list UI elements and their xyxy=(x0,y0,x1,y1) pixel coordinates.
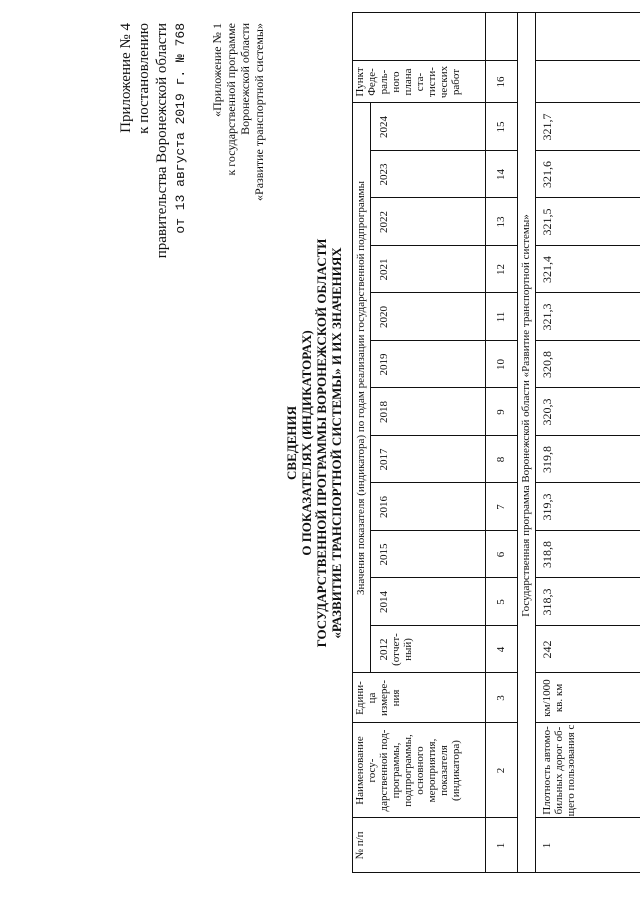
header-name-line: показателя xyxy=(438,745,450,796)
header-plan-line: ста- xyxy=(414,72,426,92)
row-value: 320,3 xyxy=(540,398,554,426)
col-number: 10 xyxy=(495,359,507,370)
col-number: 3 xyxy=(495,695,507,701)
header-name-line: дарственной под- xyxy=(378,729,390,812)
header-year: 2021 xyxy=(378,258,390,281)
header-name-line: подпрограммы, xyxy=(402,734,414,807)
note-line-3: Воронежской области xyxy=(238,23,252,135)
header-unit-line: измере- xyxy=(378,680,390,716)
col-number: 7 xyxy=(495,504,507,510)
header-num: № п/п xyxy=(354,831,366,860)
header-plan-line: Пункт xyxy=(354,67,366,97)
col-number: 16 xyxy=(495,76,507,88)
header-year: 2017 xyxy=(378,448,390,471)
header-year: 2018 xyxy=(378,401,390,423)
section-title: Государственная программа Воронежской области «Развитие транспортной системы» xyxy=(520,214,532,617)
col-number: 12 xyxy=(495,264,507,275)
row-name-line: щего пользования с xyxy=(565,724,577,817)
table-line xyxy=(535,60,640,61)
col-number: 1 xyxy=(495,842,507,849)
header-name-line: (индикатора) xyxy=(450,740,462,801)
row-value: 242 xyxy=(540,640,554,659)
row-unit xyxy=(541,673,565,723)
date-line: от 13 августа 2019 г. № 768 xyxy=(173,23,188,234)
table-line xyxy=(352,13,353,873)
title-line-3: ГОСУДАРСТВЕННОЙ ПРОГРАММЫ ВОРОНЕЖСКОЙ ОБЛАСТИ xyxy=(314,238,329,648)
col-number: 15 xyxy=(495,121,507,133)
header-year: 2023 xyxy=(378,163,390,186)
row-name-line: бильных дорог об- xyxy=(553,726,565,815)
title-line-1: СВЕДЕНИЯ xyxy=(284,406,299,480)
to-resolution: к постановлению xyxy=(136,23,152,134)
header-plan-line: Феде- xyxy=(366,68,378,96)
header-year-2012: 2012 (отчет-ный) xyxy=(378,633,414,666)
header-year: 2016 xyxy=(378,496,390,518)
row-value: 320,8 xyxy=(540,351,554,378)
row-num: 1 xyxy=(541,842,553,849)
row-value: 321,4 xyxy=(540,256,554,283)
appendix-title: Приложение № 4 xyxy=(118,23,134,133)
row-value: 318,3 xyxy=(540,588,554,616)
government-name: правительства Воронежской области xyxy=(154,23,170,259)
row-value: 318,8 xyxy=(540,541,554,568)
row-name xyxy=(541,724,577,817)
header-year: 2014 xyxy=(378,591,390,613)
row-unit-line: км/1000 xyxy=(541,679,553,717)
header-name-line: основного xyxy=(414,746,426,795)
note-line-2: к государственной программе xyxy=(224,23,238,176)
header-unit-line: ния xyxy=(390,689,402,707)
row-value: 321,6 xyxy=(540,161,554,188)
header-year: 2024 xyxy=(378,116,390,138)
header-unit-line: ца xyxy=(366,692,378,704)
header-plan-line: ческих xyxy=(438,65,450,99)
header-plan-line: плана xyxy=(402,68,414,96)
row-value: 321,7 xyxy=(540,113,554,141)
col-number: 9 xyxy=(495,409,507,415)
col-number: 6 xyxy=(495,551,507,558)
header-name-line: программы, xyxy=(390,742,402,799)
row-value: 321,5 xyxy=(540,208,554,236)
header-plan-line: работ xyxy=(450,68,462,96)
row-value: 321,3 xyxy=(540,303,554,331)
title-line-4: «РАЗВИТИЕ ТРАНСПОРТНОЙ СИСТЕМЫ» И ИХ ЗНАЧЕНИЯХ xyxy=(329,247,344,639)
table-line xyxy=(370,103,371,673)
header-year: 2019 xyxy=(378,353,390,376)
col-number: 14 xyxy=(495,169,507,180)
col-number: 8 xyxy=(495,456,507,463)
note-line-1: «Приложение № 1 xyxy=(210,23,224,117)
note-line-4: «Развитие транспортной системы» xyxy=(252,23,266,201)
table-line xyxy=(352,12,640,13)
header-name xyxy=(354,723,462,818)
header-plan-line: тисти- xyxy=(426,67,438,97)
header-unit-line: Едини- xyxy=(354,681,366,715)
col-number: 2 xyxy=(495,767,507,774)
table-line xyxy=(535,13,536,873)
header-plan-line: раль- xyxy=(378,69,390,95)
col-number: 13 xyxy=(495,216,507,228)
header-plan-point xyxy=(354,61,462,103)
header-name-line: мероприятия, xyxy=(426,738,438,803)
row-value: 319,8 xyxy=(540,446,554,473)
title-line-2: О ПОКАЗАТЕЛЯХ (ИНДИКАТОРАХ) xyxy=(299,330,314,556)
header-year: 2015 xyxy=(378,543,390,566)
col-number: 11 xyxy=(495,311,507,323)
header-plan-line: ного xyxy=(390,71,402,93)
header-year: 2020 xyxy=(378,306,390,328)
header-unit xyxy=(354,673,402,723)
header-values-group: Значения показателя (индикатора) по годам реализации государственной подпрограммы xyxy=(355,180,367,596)
row-unit-line: кв. км xyxy=(553,683,565,713)
header-name-line: Наименование госу- xyxy=(354,736,378,805)
row-name-line: Плотность автомо- xyxy=(541,726,553,815)
col-number: 5 xyxy=(495,599,507,605)
header-year: 2022 xyxy=(378,211,390,233)
row-value: 319,3 xyxy=(540,493,554,521)
col-number: 4 xyxy=(495,646,507,653)
